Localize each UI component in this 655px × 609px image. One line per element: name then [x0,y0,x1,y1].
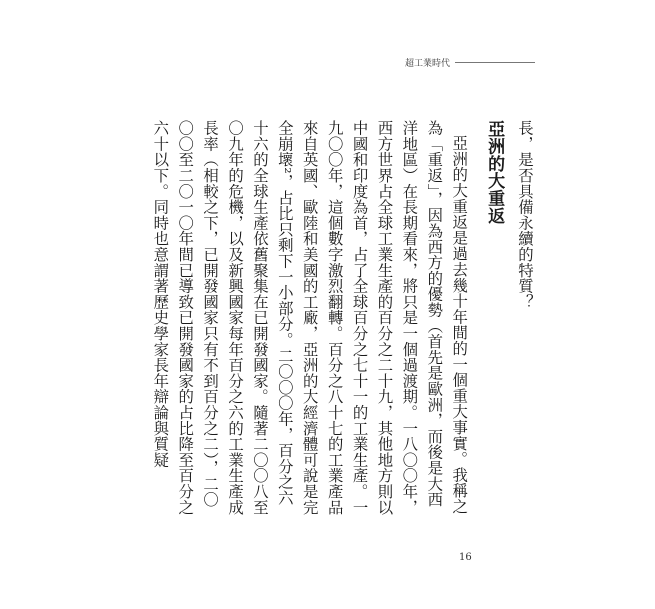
running-header-title: 超工業時代 [405,59,451,69]
section-heading: 亞洲的大重返 [484,120,505,225]
running-header [405,56,535,69]
running-header-rule [455,62,535,63]
body-paragraph: 亞洲的大重返是過去幾十年間的一個重大事實。我稱之為「重返」，因為西方的優勢（首先是歐洲，而後是大西洋地區）在長期看來，將只是一個過渡期。一八〇〇年，西方世界占全球工業生產的百分之二十九，其他地方則以中國和印度為首，占了全球百分之七十一的工業生產。一九〇〇年，這個數字激烈翻轉。百分之八十七的工業產品來自英國、歐陸和美國的工廠，亞洲的大經濟體可說是完全崩壞²，占比只剩下一小部分。二〇〇〇年，百分之六十六的全球生產依舊聚集在已開發國家。隨著二〇〇八至〇九年的危機，以及新興國家每年百分之六的工業生產成長率（相較之下，已開發國家只有不到百分之二），二〇〇〇至二〇一〇年間已導致已開發國家的占比降至百分之六十以下。同時也意謂著歷史學家長年辯論與質疑 [151,120,469,515]
page-number: 16 [459,552,472,563]
continuation-line: 長，是否具備永續的特質？ [516,120,534,310]
body-text [147,120,537,520]
